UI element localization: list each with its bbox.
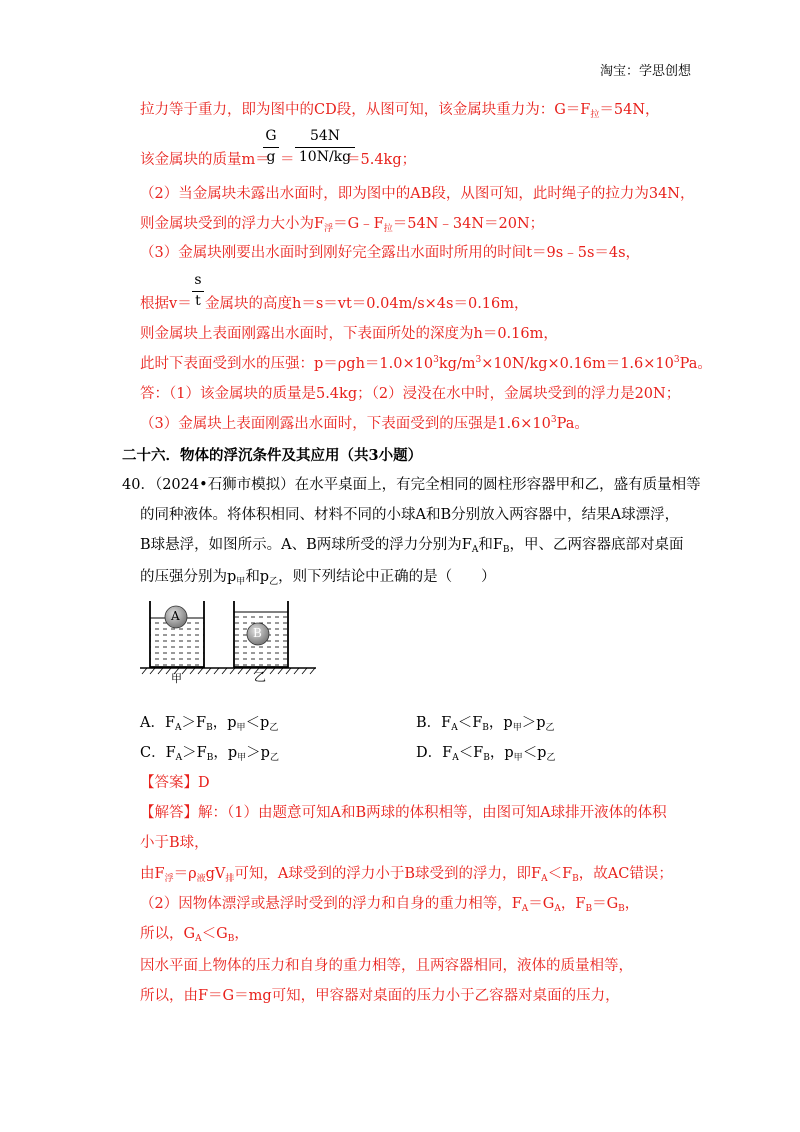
- question-line-2: 的同种液体。将体积相同、材料不同的小球A和B分别放入两容器中，结果A球漂浮，: [140, 507, 680, 523]
- option-d[interactable]: D．$F_A<F_B$，$p_甲<p_乙$: [416, 745, 556, 763]
- label-jia: 甲: [171, 672, 182, 685]
- analysis-line-6: 因水平面上物体的压力和自身的重力相等，且两容器相同，液体的质量相等，: [140, 958, 633, 974]
- velocity-fraction-bar: [192, 291, 204, 292]
- solution-line-7: 则金属块上表面刚露出水面时，下表面所处的深度为h＝0.16m，: [140, 326, 558, 342]
- mass-fraction-numerator-2: 54N: [309, 128, 341, 144]
- mass-fraction-bar-2: [295, 147, 355, 148]
- answer-line-1: 答：（1）该金属块的质量是5.4kg；（2）浸没在水中时，金属块受到的浮力是20N；: [140, 386, 681, 402]
- mass-result: ＝5.4kg；: [346, 152, 417, 168]
- mass-equals: ＝: [280, 152, 295, 168]
- velocity-fraction-numerator: s: [194, 272, 202, 288]
- solution-line-3: （2）当金属块未露出水面时，即为图中的AB段，从图可知，此时绳子的拉力为34N，: [140, 186, 695, 202]
- analysis-line-3: 由$F_浮=\rho_液gV_排$可知，A球受到的浮力小于B球受到的浮力，即$F_A<F_B$，故AC错误；: [140, 866, 673, 884]
- mass-fraction-denominator-1: g: [266, 149, 276, 165]
- mass-fraction-denominator-2: 10N/kg: [298, 149, 352, 165]
- velocity-prefix: 根据v＝: [140, 296, 192, 312]
- solution-line-6: 金属块的高度h＝s＝vt＝0.04m/s×4s＝0.16m，: [205, 296, 529, 312]
- question-number: 40．: [122, 477, 155, 493]
- answer-line-2: （3）金属块上表面刚露出水面时，下表面受到的压强是$1.6\times 10^3Pa$。: [140, 415, 589, 432]
- mass-fraction-bar-1: [263, 147, 279, 148]
- table-hatching: [142, 668, 315, 674]
- containers-diagram: [138, 596, 318, 688]
- solution-line-1: 拉力等于重力，即为图中的CD段，从图可知，该金属块重力为：$G=F_拉=54N$，: [140, 102, 660, 120]
- answer-key: 【答案】D: [140, 775, 210, 791]
- analysis-line-1: 【解答】解：（1）由题意可知A和B两球的体积相等，由图可知A球排开液体的体积: [140, 805, 667, 821]
- question-line-3: B球悬浮，如图所示。A、B两球所受的浮力分别为$F_A$和$F_B$，甲、乙两容器底部对桌面: [140, 537, 684, 555]
- option-a[interactable]: A．$F_A>F_B$，$p_甲<p_乙$: [140, 715, 279, 733]
- analysis-line-2: 小于B球，: [140, 835, 209, 851]
- ball-a-label: A: [171, 609, 180, 623]
- option-c[interactable]: C．$F_A>F_B$，$p_甲>p_乙$: [140, 745, 279, 763]
- section-title: 二十六．物体的浮沉条件及其应用（共3小题）: [122, 447, 423, 464]
- analysis-line-7: 所以，由F＝G＝mg可知，甲容器对桌面的压力小于乙容器对桌面的压力，: [140, 988, 620, 1004]
- header-shop: 淘宝：学思创想: [600, 64, 692, 79]
- label-yi: 乙: [254, 670, 267, 684]
- question-line-4: 的压强分别为$p_甲$和$p_乙$，则下列结论中正确的是（ ）: [140, 569, 496, 587]
- question-line-1: 40．（2024•石狮市模拟）在水平桌面上，有完全相同的圆柱形容器甲和乙，盛有质量相等: [122, 477, 701, 493]
- ball-b-label: B: [253, 626, 262, 640]
- mass-fraction-numerator-1: G: [265, 128, 277, 144]
- option-b[interactable]: B．$F_A<F_B$，$p_甲>p_乙$: [416, 715, 555, 733]
- containers-figure: [138, 596, 318, 688]
- solution-line-8: 此时下表面受到水的压强：$p=\rho gh=1.0\times 10^3kg/m^3\times 10N/kg\times 0.16m=1.6\times 10^3Pa$。: [140, 355, 712, 372]
- mass-prefix: 该金属块的质量m＝: [140, 152, 270, 168]
- velocity-fraction-denominator: t: [195, 293, 201, 309]
- analysis-line-4: （2）因物体漂浮或悬浮时受到的浮力和自身的重力相等，$F_A=G_A$，$F_B=G_B$，: [140, 896, 640, 914]
- analysis-line-5: 所以，$G_A<G_B$，: [140, 926, 249, 944]
- solution-line-4: 则金属块受到的浮力大小为$F_浮=G﹣F_拉=54N﹣34N=20N$；: [140, 216, 545, 234]
- solution-line-5: （3）金属块刚要出水面时到刚好完全露出水面时所用的时间t＝9s﹣5s＝4s，: [140, 245, 641, 261]
